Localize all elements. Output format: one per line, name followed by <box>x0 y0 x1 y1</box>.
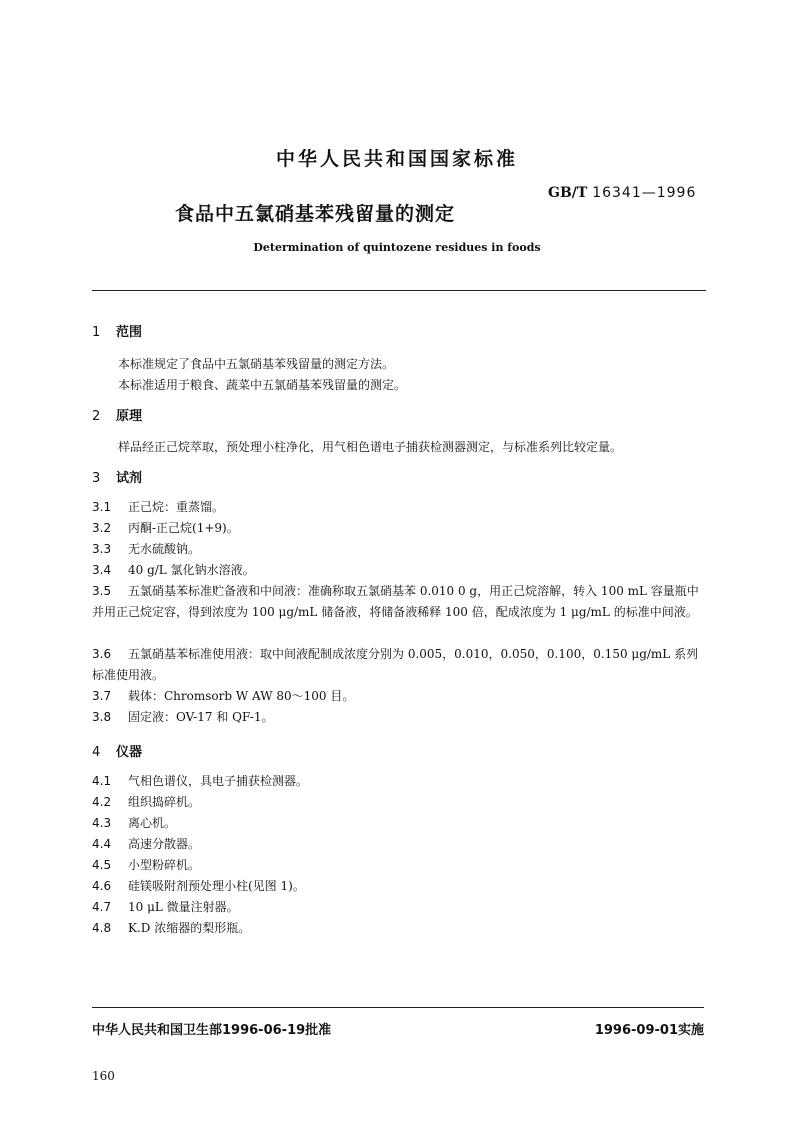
document-title-english: Determination of quintozene residues in foods <box>253 241 541 254</box>
section-4-number: 4 <box>92 745 101 760</box>
item-number: 3.1 <box>92 500 112 514</box>
page-number: 160 <box>92 1069 115 1083</box>
item-text: 正己烷：重蒸馏。 <box>128 500 225 514</box>
item-number: 3.2 <box>92 521 112 535</box>
item-number: 3.6 <box>92 647 112 661</box>
section-3-number: 3 <box>92 471 101 486</box>
item-text: 固定液：OV-17 和 QF-1。 <box>128 710 274 724</box>
item-number: 4.4 <box>92 837 112 851</box>
item-text: 五氯硝基苯标准贮备液和中间液：准确称取五氯硝基苯 0.010 0 g，用正己烷溶解，转入 100 mL 容量瓶中并用正己烷定容，得到浓度为 100 μg/mL 储备液，将储备液稀释 100 倍，配成浓度为 1 μg/mL 的标准中间液。 <box>92 584 699 619</box>
section-2-title: 原理 <box>116 409 143 424</box>
section-3-title: 试剂 <box>116 471 143 486</box>
apparatus-item <box>92 897 706 918</box>
section-1-paragraph: 本标准适用于粮食、蔬菜中五氯硝基苯残留量的测定。 <box>118 378 407 392</box>
section-3-heading <box>92 467 142 486</box>
item-number: 4.6 <box>92 879 112 893</box>
apparatus-item <box>92 771 706 792</box>
section-1-number: 1 <box>92 325 101 340</box>
item-number: 3.8 <box>92 710 112 724</box>
apparatus-item <box>92 792 706 813</box>
reagent-item <box>92 497 706 518</box>
item-number: 3.4 <box>92 563 112 577</box>
document-title: 食品中五氯硝基苯残留量的测定 <box>175 203 456 225</box>
reagent-item <box>92 539 706 560</box>
item-number: 4.5 <box>92 858 112 872</box>
section-4-heading <box>92 741 142 760</box>
item-number: 3.7 <box>92 689 112 703</box>
item-text: 无水硫酸钠。 <box>128 542 201 556</box>
item-text: 载体：Chromsorb W AW 80～100 目。 <box>128 689 355 703</box>
item-text: 五氯硝基苯标准使用液：取中间液配制成浓度分别为 0.005，0.010，0.050，0.100，0.150 μg/mL 系列标准使用液。 <box>92 647 699 682</box>
implementation-date: 1996-09-01实施 <box>594 1023 704 1038</box>
standard-prefix: GB/T <box>548 185 588 201</box>
item-text: 离心机。 <box>128 816 177 830</box>
apparatus-item <box>92 918 706 939</box>
item-number: 4.2 <box>92 795 112 809</box>
apparatus-item <box>92 834 706 855</box>
apparatus-item <box>92 876 706 897</box>
reagent-item <box>92 644 706 686</box>
section-2-heading <box>92 405 142 424</box>
item-text: 小型粉碎机。 <box>128 858 201 872</box>
reagent-item <box>92 707 706 728</box>
item-text: 气相色谱仪，具电子捕获检测器。 <box>128 774 309 788</box>
reagent-item <box>92 518 706 539</box>
section-1-title: 范围 <box>116 325 143 340</box>
reagent-item <box>92 581 706 623</box>
item-number: 4.1 <box>92 774 112 788</box>
national-standard-heading: 中华人民共和国国家标准 <box>275 148 518 170</box>
item-text: 组织捣碎机。 <box>128 795 201 809</box>
section-1-paragraph: 本标准规定了食品中五氯硝基苯残留量的测定方法。 <box>118 357 395 371</box>
apparatus-item <box>92 855 706 876</box>
item-number: 4.3 <box>92 816 112 830</box>
item-number: 3.3 <box>92 542 112 556</box>
reagent-item <box>92 686 706 707</box>
standard-code <box>548 185 696 201</box>
item-number: 4.7 <box>92 900 112 914</box>
item-number: 4.8 <box>92 921 112 935</box>
footer-divider <box>92 1007 704 1008</box>
section-2-paragraph: 样品经正己烷萃取，预处理小柱净化，用气相色谱电子捕获检测器测定，与标准系列比较定量。 <box>118 440 623 454</box>
section-2-number: 2 <box>92 409 101 424</box>
item-number: 3.5 <box>92 584 112 598</box>
section-4-title: 仪器 <box>116 745 143 760</box>
item-text: 10 μL 微量注射器。 <box>128 900 239 914</box>
item-text: 丙酮-正己烷(1+9)。 <box>128 521 239 535</box>
item-text: K.D 浓缩器的梨形瓶。 <box>128 921 251 935</box>
item-text: 高速分散器。 <box>128 837 201 851</box>
header-divider <box>92 290 706 291</box>
section-1-heading <box>92 321 142 340</box>
apparatus-item <box>92 813 706 834</box>
item-text: 硅镁吸附剂预处理小柱(见图 1)。 <box>128 879 305 893</box>
approval-note: 中华人民共和国卫生部1996-06-19批准 <box>92 1023 332 1038</box>
item-text: 40 g/L 氯化钠水溶液。 <box>128 563 255 577</box>
reagent-item <box>92 560 706 581</box>
standard-number: 16341—1996 <box>592 185 697 201</box>
